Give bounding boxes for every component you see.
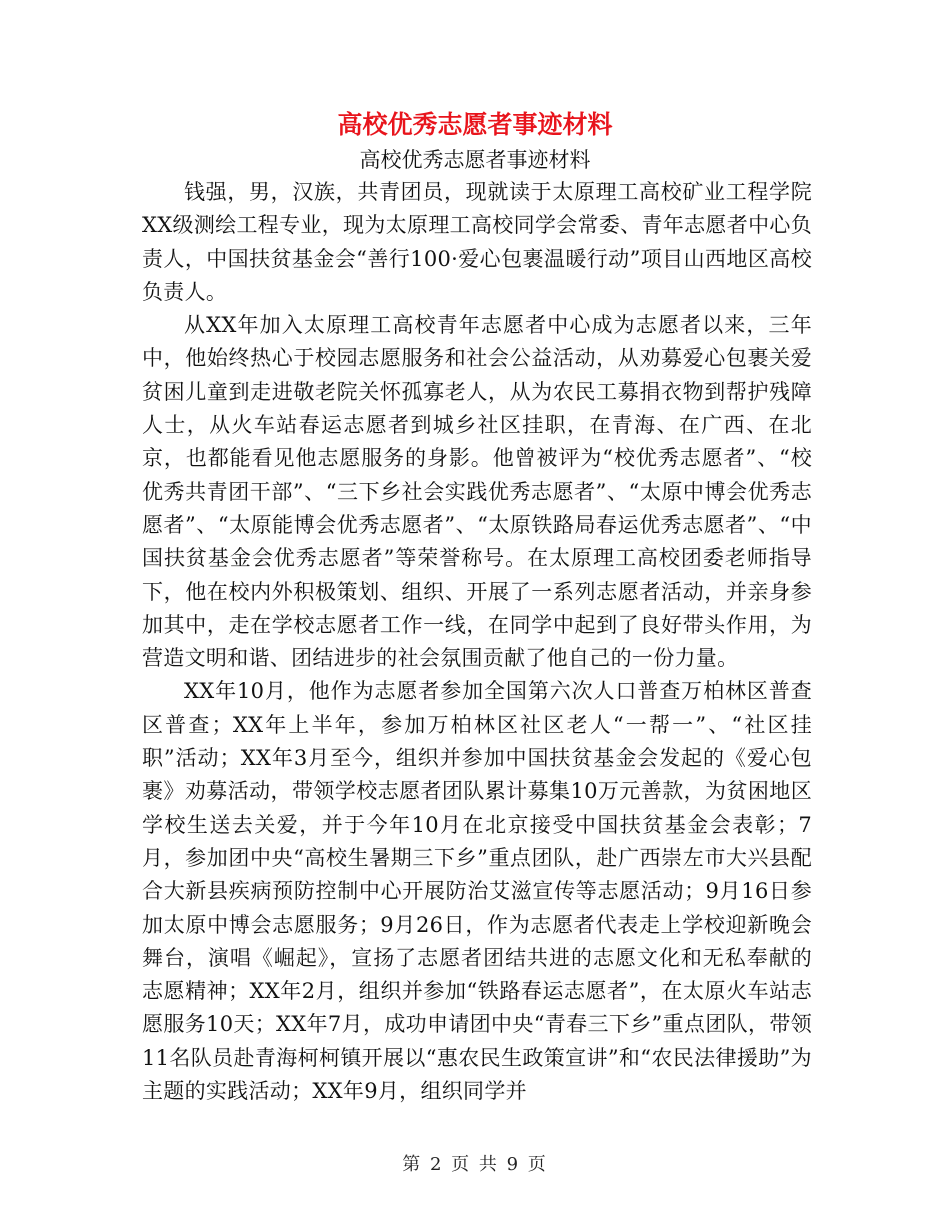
document-subtitle: 高校优秀志愿者事迹材料 [359, 148, 591, 172]
paragraph-activities: XX年10月，他作为志愿者参加全国第六次人口普查万柏林区普查区普查；XX年上半年，参加万柏林区社区老人“一帮一”、“社区挂职”活动；XX年3月至今，组织并参加中国扶贫基金会发起的《爱心包裹》劝募活动，带领学校志愿者团队累计募集10万元善款，为贫困地区学校生送去关爱，并于今年10月在北京接受中国扶贫基金会表彰；7月，参加团中央“高校生暑期三下乡”重点团队，赴广西崇左市大兴县配合大新县疾病预防控制中心开展防治艾滋宣传等志愿活动；9月16日参加太原中博会志愿服务；9月26日，作为志愿者代表走上学校迎新晚会舞台，演唱《崛起》，宣扬了志愿者团结共进的志愿文化和无私奉献的志愿精神；XX年2月，组织并参加“铁路春运志愿者”，在太原火车站志愿服务10天；XX年7月，成功申请团中央“青春三下乡”重点团队，带领11名队员赴青海柯柯镇开展以“惠农民生政策宣讲”和“农民法律援助”为主题的实践活动；XX年9月，组织同学并 [142, 679, 812, 1104]
paragraph-intro: 钱强，男，汉族，共青团员，现就读于太原理工高校矿业工程学院XX级测绘工程专业，现为太原理工高校同学会常委、青年志愿者中心负责人，中国扶贫基金会“善行100·爱心包裹温暖行动”项目山西地区高校负责人。 [142, 180, 812, 304]
document-title: 高校优秀志愿者事迹材料 [337, 110, 613, 139]
document-body [142, 176, 812, 1108]
page-number-footer: 第 2 页 共 9 页 [402, 1154, 548, 1175]
paragraph-volunteer-history: 从XX年加入太原理工高校青年志愿者中心成为志愿者以来，三年中，他始终热心于校园志愿服务和社会公益活动，从劝募爱心包裹关爱贫困儿童到走进敬老院关怀孤寡老人，从为农民工募捐衣物到帮护残障人士，从火车站春运志愿者到城乡社区挂职，在青海、在广西、在北京，也都能看见他志愿服务的身影。他曾被评为“校优秀志愿者”、“校优秀共青团干部”、“三下乡社会实践优秀志愿者”、“太原中博会优秀志愿者”、“太原能博会优秀志愿者”、“太原铁路局春运优秀志愿者”、“中国扶贫基金会优秀志愿者”等荣誉称号。在太原理工高校团委老师指导下，他在校内外积极策划、组织、开展了一系列志愿者活动，并亲身参加其中，走在学校志愿者工作一线，在同学中起到了良好带头作用，为营造文明和谐、团结进步的社会氛围贡献了他自己的一份力量。 [142, 313, 812, 671]
